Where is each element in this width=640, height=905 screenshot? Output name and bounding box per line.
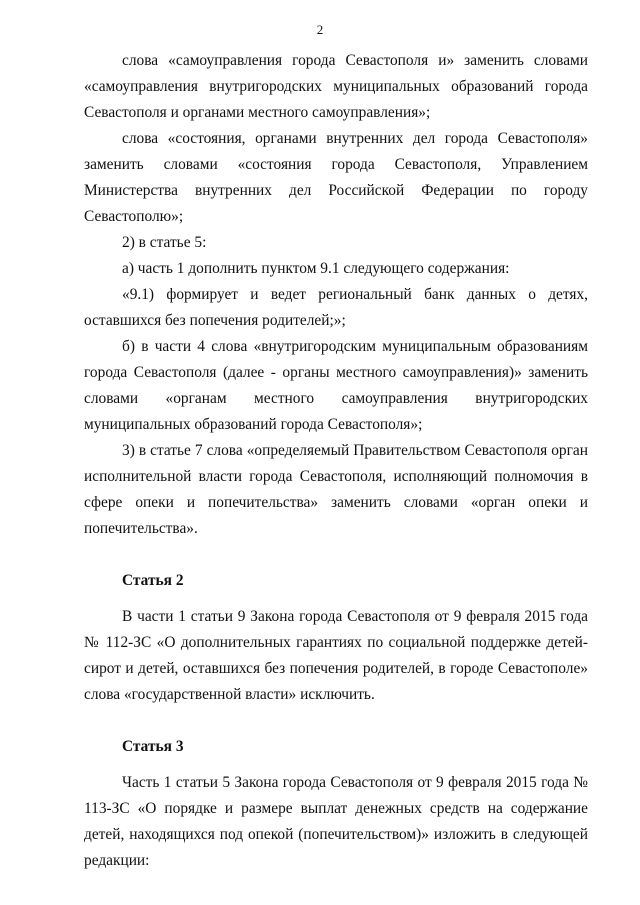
- article-2-text: В части 1 статьи 9 Закона города Севастополя от 9 февраля 2015 года № 112-ЗС «О дополнительных гарантиях по социальной поддержке детей-сирот и детей, оставшихся без попечения родителей, в городе Севастополе» слова «государственной власти» исключить.: [84, 608, 588, 703]
- spacer: [84, 760, 588, 770]
- paragraph-1: слова «самоуправления города Севастополя и» заменить словами «самоуправления внутригородских муниципальных образований города Севастополя и органами местного самоуправления»;: [84, 52, 588, 121]
- paragraph-2: слова «состояния, органами внутренних дел города Севастополя» заменить словами «состояния города Севастополя, Управлением Министерства внутренних дел Российской Федерации по городу Севастополю»;: [84, 130, 588, 225]
- paragraph-5: «9.1) формирует и ведет региональный банк данных о детях, оставшихся без попечения родителей;»;: [84, 286, 588, 329]
- article-3-heading: Статья 3: [122, 738, 184, 755]
- page-number: 2: [316, 22, 324, 37]
- spacer: [84, 542, 588, 568]
- article-3-text: Часть 1 статьи 5 Закона города Севастополя от 9 февраля 2015 года № 113-ЗС «О порядке и размере выплат денежных средств на содержание детей, находящихся под опекой (попечительством)» изложить в следующей редакции:: [84, 774, 588, 869]
- article-2-heading: Статья 2: [122, 572, 184, 589]
- document-body: [84, 48, 588, 874]
- paragraph-3: 2) в статье 5:: [122, 234, 207, 251]
- spacer: [84, 708, 588, 734]
- paragraph-4: а) часть 1 дополнить пунктом 9.1 следующего содержания:: [122, 260, 510, 277]
- paragraph-6: б) в части 4 слова «внутригородским муниципальным образованиям города Севастополя (далее - органы местного самоуправления)» заменить словами «органам местного самоуправления внутригородских муниципальных образований города Севастополя»;: [84, 338, 588, 433]
- spacer: [84, 594, 588, 604]
- paragraph-7: 3) в статье 7 слова «определяемый Правительством Севастополя орган исполнительной власти города Севастополя, исполняющий полномочия в сфере опеки и попечительства» заменить словами «орган опеки и попечительства».: [84, 442, 588, 537]
